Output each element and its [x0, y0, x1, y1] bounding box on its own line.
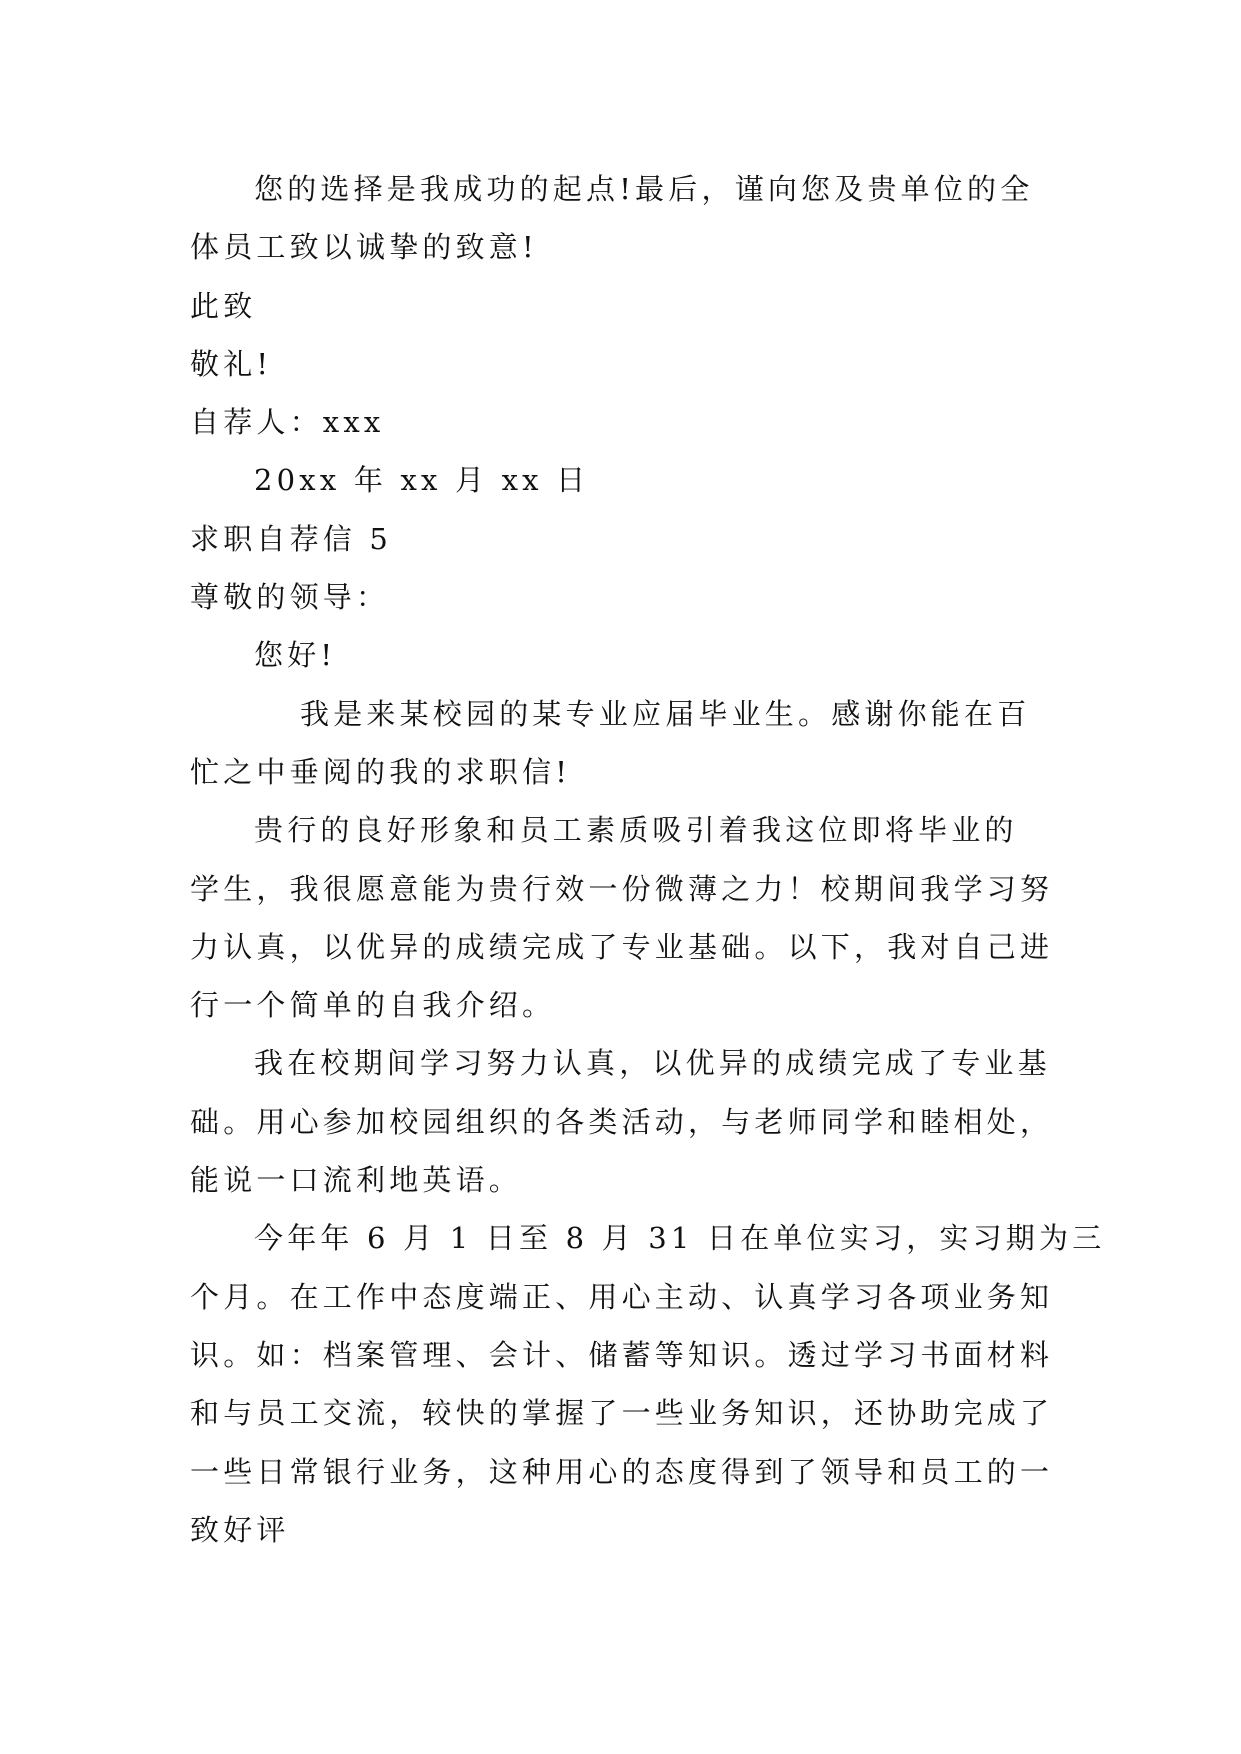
text-line: 致好评: [190, 1512, 290, 1547]
text-line: 忙之中垂阅的我的求职信!: [190, 754, 572, 789]
text-line: 行一个简单的自我介绍。: [190, 988, 556, 1023]
date-line: 20xx 年 xx 月 xx 日: [254, 463, 590, 498]
text-line: 个月。在工作中态度端正、用心主动、认真学习各项业务知: [190, 1279, 1054, 1314]
text-line: 我在校期间学习努力认真，以优异的成绩完成了专业基: [254, 1046, 1051, 1081]
text-line: 学生，我很愿意能为贵行效一份微薄之力！校期间我学习努: [190, 871, 1054, 906]
text-line: 您的选择是我成功的起点!最后，谨向您及贵单位的全: [254, 172, 1034, 206]
text-line: 我是来某校园的某专业应届毕业生。感谢你能在百: [300, 696, 1031, 731]
text-line: 能说一口流利地英语。: [190, 1163, 523, 1198]
greeting-recipient: 尊敬的领导：: [190, 580, 390, 615]
text-line: 识。如：档案管理、会计、储蓄等知识。透过学习书面材料: [190, 1337, 1054, 1372]
text-line: 力认真，以优异的成绩完成了专业基础。以下，我对自己进: [190, 929, 1054, 964]
text-line: 贵行的良好形象和员工素质吸引着我这位即将毕业的: [254, 813, 1018, 848]
text-line: 础。用心参加校园组织的各类活动，与老师同学和睦相处，: [190, 1104, 1054, 1139]
greeting-hello: 您好!: [254, 638, 337, 673]
closing-salutation: 此致: [190, 288, 257, 323]
text-line: 今年年 6 月 1 日至 8 月 31 日在单位实习，实习期为三: [254, 1221, 1106, 1256]
section-title: 求职自荐信 5: [190, 521, 393, 556]
closing-regards: 敬礼!: [190, 346, 273, 381]
text-line: 体员工致以诚挚的致意!: [190, 230, 538, 265]
text-line: 一些日常银行业务，这种用心的态度得到了领导和员工的一: [190, 1454, 1054, 1489]
letter-body: [190, 160, 1106, 1559]
text-line: 和与员工交流，较快的掌握了一些业务知识，还协助完成了: [190, 1396, 1054, 1431]
signature-line: 自荐人：xxx: [190, 405, 385, 440]
